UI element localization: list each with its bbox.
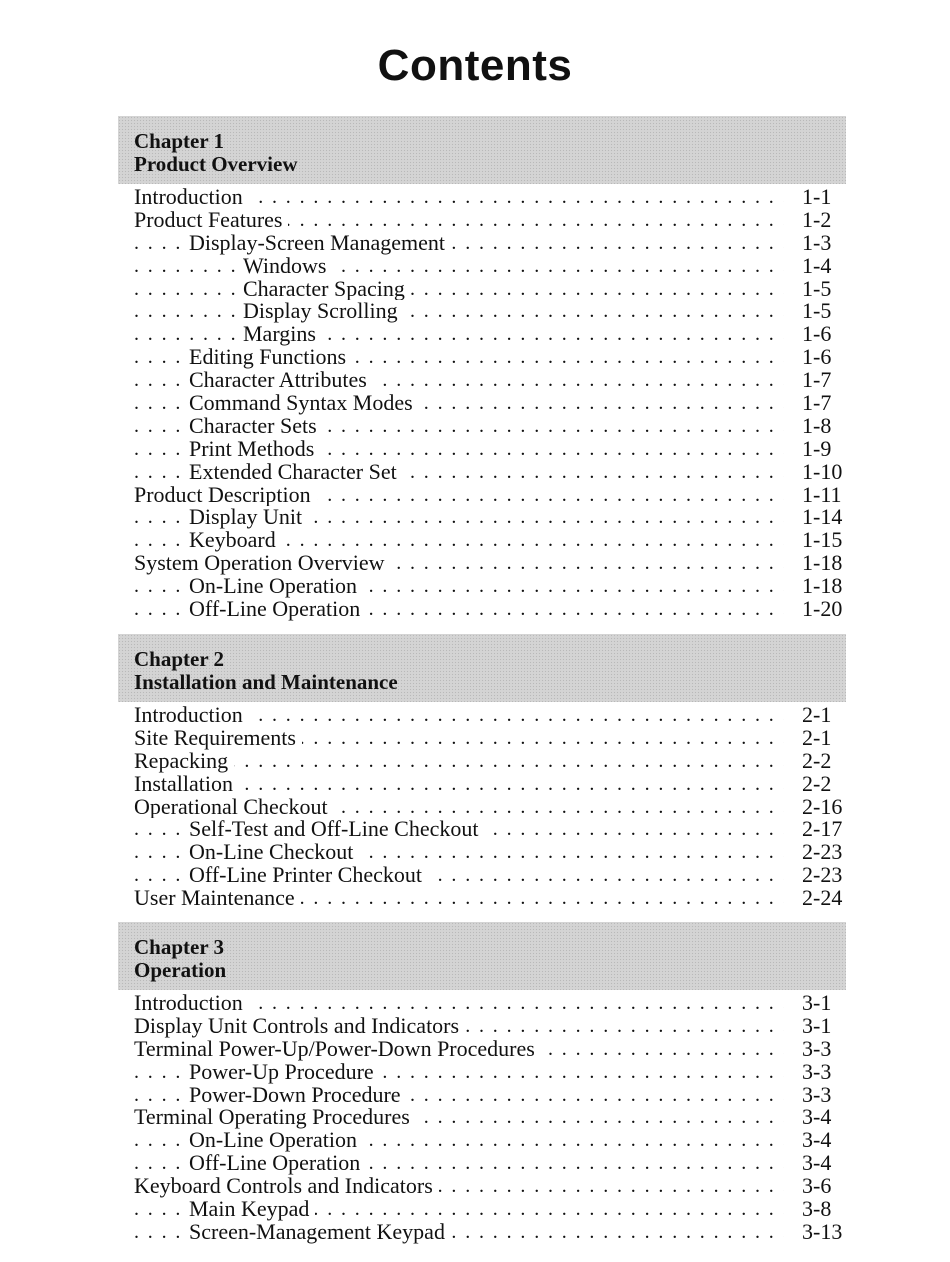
toc-entry — [118, 864, 846, 887]
toc-entry-page-number: 1-9 — [802, 437, 832, 461]
toc-entry — [118, 1061, 846, 1084]
toc-entry — [118, 186, 846, 209]
dot-leader — [134, 255, 784, 278]
toc-entry-title: Screen-Management Keypad — [189, 1221, 451, 1244]
toc-entry-list — [118, 704, 846, 910]
toc-entry — [118, 1221, 846, 1244]
toc-entry-page-number: 1-15 — [802, 529, 843, 553]
toc-entry-page-number: 1-18 — [802, 552, 843, 576]
toc-entry-title: Off-Line Operation — [189, 1152, 366, 1175]
toc-entry-page-number: 1-18 — [802, 575, 843, 599]
toc-entry-page-number: 2-2 — [802, 772, 832, 796]
toc-entry-title: Introduction — [134, 704, 249, 727]
toc-entry-title: Display-Screen Management — [189, 232, 451, 255]
toc-entry — [118, 727, 846, 750]
toc-entry — [118, 1084, 846, 1107]
toc-entry — [118, 1198, 846, 1221]
toc-entry-title: Character Attributes — [189, 369, 373, 392]
toc-entry-page-number: 2-1 — [802, 704, 832, 727]
toc-entry — [118, 232, 846, 255]
toc-entry-title: Off-Line Operation — [189, 598, 366, 621]
toc-entry-page-number: 1-11 — [802, 483, 842, 507]
chapter-title: Product Overview — [134, 151, 298, 176]
toc-entry-title: Product Description — [134, 484, 317, 507]
toc-entry-page-number: 2-23 — [802, 864, 843, 888]
toc-entry-title: Installation — [134, 773, 239, 796]
toc-entry-title: Repacking — [134, 750, 234, 773]
toc-entry — [118, 461, 846, 484]
toc-entry-title: Product Features — [134, 209, 288, 232]
toc-entry — [118, 552, 846, 575]
toc-entry-page-number: 1-6 — [802, 323, 832, 347]
toc-entry — [118, 369, 846, 392]
toc-entry — [118, 841, 846, 864]
chapter-label: Chapter 2 — [134, 647, 225, 671]
toc-entry-list — [118, 186, 846, 621]
toc-entry — [118, 1015, 846, 1038]
toc-entry-page-number: 3-3 — [802, 1083, 832, 1107]
toc-entry-page-number: 3-4 — [802, 1106, 832, 1130]
toc-entry — [118, 1038, 846, 1061]
toc-entry-page-number: 1-7 — [802, 392, 832, 415]
toc-entry-title: Editing Functions — [189, 346, 352, 369]
toc-entry — [118, 598, 846, 621]
toc-entry — [118, 346, 846, 369]
chapter-header — [118, 116, 846, 184]
toc-entry-page-number: 3-4 — [802, 1129, 832, 1153]
toc-entry — [118, 773, 846, 796]
toc-entry-page-number: 3-6 — [802, 1175, 832, 1199]
toc-entry-page-number: 1-5 — [802, 300, 832, 324]
toc-entry — [118, 1175, 846, 1198]
toc-entry-title: Introduction — [134, 992, 249, 1015]
toc-entry-page-number: 1-3 — [802, 231, 832, 255]
chapter-section — [118, 116, 846, 621]
toc-entry-title: On-Line Checkout — [189, 841, 359, 864]
toc-entry — [118, 506, 846, 529]
toc-entry — [118, 209, 846, 232]
toc-entry-page-number: 3-4 — [802, 1152, 832, 1176]
chapter-title: Operation — [134, 957, 227, 982]
toc-entry-page-number: 3-3 — [802, 1037, 832, 1061]
toc-entry-page-number: 2-1 — [802, 726, 832, 750]
toc-entry — [118, 818, 846, 841]
toc-entry — [118, 438, 846, 461]
toc-entry-title: Keyboard — [189, 529, 282, 552]
chapter-title: Installation and Maintenance — [134, 669, 398, 694]
toc-entry-page-number: 2-17 — [802, 818, 843, 842]
toc-entry-page-number: 3-1 — [802, 992, 832, 1015]
toc-entry-title: Windows — [243, 255, 332, 278]
toc-entry-page-number: 1-7 — [802, 369, 832, 393]
toc-entry — [118, 887, 846, 910]
toc-entry-title: Self-Test and Off-Line Checkout — [189, 818, 484, 841]
toc-entry-page-number: 1-4 — [802, 254, 832, 278]
toc-entry-title: User Maintenance — [134, 887, 301, 910]
toc-entry — [118, 796, 846, 819]
toc-entry-list — [118, 992, 846, 1244]
toc-entry-page-number: 3-8 — [802, 1198, 832, 1221]
toc-entry-title: Keyboard Controls and Indicators — [134, 1175, 439, 1198]
toc-entry — [118, 992, 846, 1015]
toc-entry-page-number: 1-1 — [802, 186, 832, 209]
toc-entry-title: Power-Up Procedure — [189, 1061, 380, 1084]
toc-entry-page-number: 2-24 — [802, 887, 843, 911]
toc-entry-title: Print Methods — [189, 438, 320, 461]
toc-entry-page-number: 2-23 — [802, 841, 843, 865]
toc-entry — [118, 1152, 846, 1175]
toc-entry-title: Power-Down Procedure — [189, 1084, 407, 1107]
toc-entry — [118, 1106, 846, 1129]
toc-entry — [118, 484, 846, 507]
toc-entry — [118, 1129, 846, 1152]
toc-entry-title: Operational Checkout — [134, 796, 334, 819]
toc-entry — [118, 415, 846, 438]
toc-entry-page-number: 3-3 — [802, 1060, 832, 1084]
toc-entry-title: Display Unit — [189, 506, 308, 529]
chapter-label: Chapter 3 — [134, 935, 225, 959]
toc-entry-title: System Operation Overview — [134, 552, 391, 575]
toc-entry-title: Command Syntax Modes — [189, 392, 419, 415]
toc-entry-title: Main Keypad — [189, 1198, 315, 1221]
toc-entry-page-number: 2-16 — [802, 795, 843, 819]
toc-entry-page-number: 1-6 — [802, 346, 832, 370]
toc-entry — [118, 529, 846, 552]
chapter-header — [118, 922, 846, 990]
toc-entry-page-number: 1-2 — [802, 208, 832, 232]
toc-entry-title: Display Unit Controls and Indicators — [134, 1015, 465, 1038]
toc-entry-page-number: 1-5 — [802, 277, 832, 301]
page-title: Contents — [377, 41, 573, 90]
dot-leader — [134, 278, 784, 301]
chapter-label: Chapter 1 — [134, 129, 225, 153]
chapter-header — [118, 634, 846, 702]
toc-entry-title: On-Line Operation — [189, 1129, 363, 1152]
toc-entry-title: Margins — [243, 323, 322, 346]
toc-entry-title: Site Requirements — [134, 727, 302, 750]
toc-entry-page-number: 1-8 — [802, 414, 832, 438]
toc-entry-title: Character Spacing — [243, 278, 411, 301]
toc-entry — [118, 278, 846, 301]
dot-leader — [134, 300, 784, 323]
toc-entry-title: Display Scrolling — [243, 300, 404, 323]
toc-entry — [118, 392, 846, 415]
toc-entry-page-number: 3-1 — [802, 1014, 832, 1038]
toc-entry-title: Terminal Power-Up/Power-Down Procedures — [134, 1038, 541, 1061]
toc-entry-title: Terminal Operating Procedures — [134, 1106, 416, 1129]
chapter-section — [118, 922, 846, 1244]
toc-entry — [118, 575, 846, 598]
toc-entry — [118, 323, 846, 346]
toc-entry — [118, 255, 846, 278]
toc-entry-page-number: 2-2 — [802, 749, 832, 773]
toc-entry-page-number: 3-13 — [802, 1220, 843, 1244]
toc-entry-title: Extended Character Set — [189, 461, 403, 484]
dot-leader — [134, 323, 784, 346]
toc-entry-page-number: 1-14 — [802, 506, 843, 530]
toc-entry-title: Off-Line Printer Checkout — [189, 864, 428, 887]
toc-entry-title: Introduction — [134, 186, 249, 209]
toc-entry-title: Character Sets — [189, 415, 323, 438]
toc-entry-page-number: 1-20 — [802, 598, 843, 621]
toc-entry — [118, 704, 846, 727]
toc-entry — [118, 750, 846, 773]
toc-entry-title: On-Line Operation — [189, 575, 363, 598]
toc-entry-page-number: 1-10 — [802, 460, 843, 484]
toc-entry — [118, 300, 846, 323]
chapter-section — [118, 634, 846, 910]
